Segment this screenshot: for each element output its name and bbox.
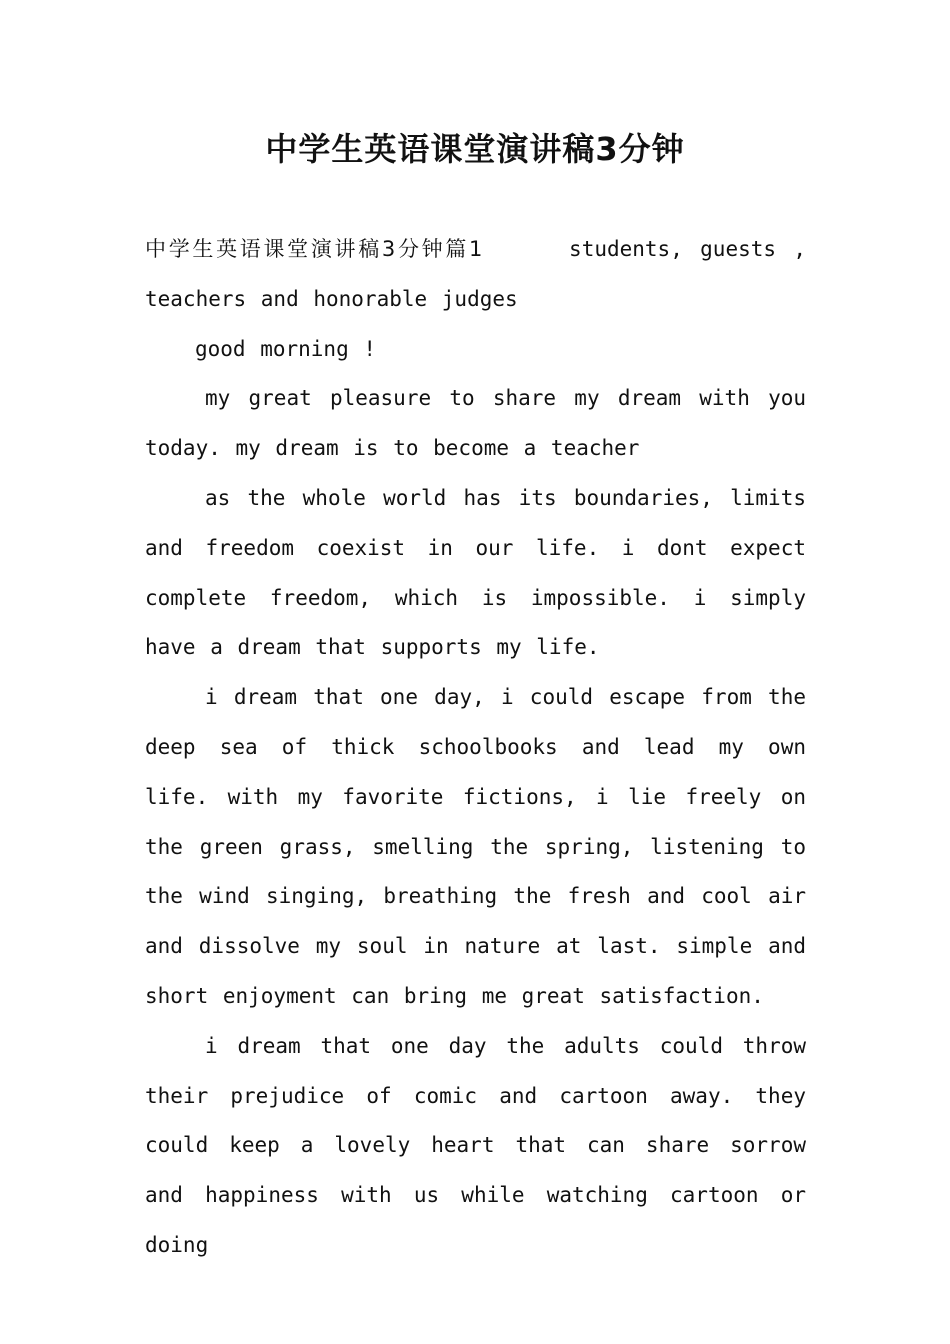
paragraph: as the whole world has its boundaries, limits and freedom coexist in our life. i dont expect complete freedom, which is impossible. i simply have a dream that supports my life. [145,485,806,660]
paragraph-intro [145,225,806,325]
paragraph: good morning ! [195,336,377,361]
section-heading: 中学生英语课堂演讲稿3分钟篇1 [145,237,483,261]
paragraph-text: students, guests , teachers and honorable judges [145,237,807,311]
paragraph: my great pleasure to share my dream with you today. my dream is to become a teacher [145,386,806,461]
document-body [145,225,806,1271]
document-title: 中学生英语课堂演讲稿3分钟 [265,130,685,168]
paragraph: i dream that one day the adults could throw their prejudice of comic and cartoon away. they could keep a lovely heart that can share sorrow and happiness with us while watching cartoon or doing [145,1033,806,1257]
paragraph: i dream that one day, i could escape from the deep sea of thick schoolbooks and lead my own life. with my favorite fictions, i lie freely on the green grass, smelling the spring, listening to the wind singing, breathing the fresh and cool air and dissolve my soul in nature at last. simple and short enjoyment can bring me great satisfaction. [145,685,806,1008]
